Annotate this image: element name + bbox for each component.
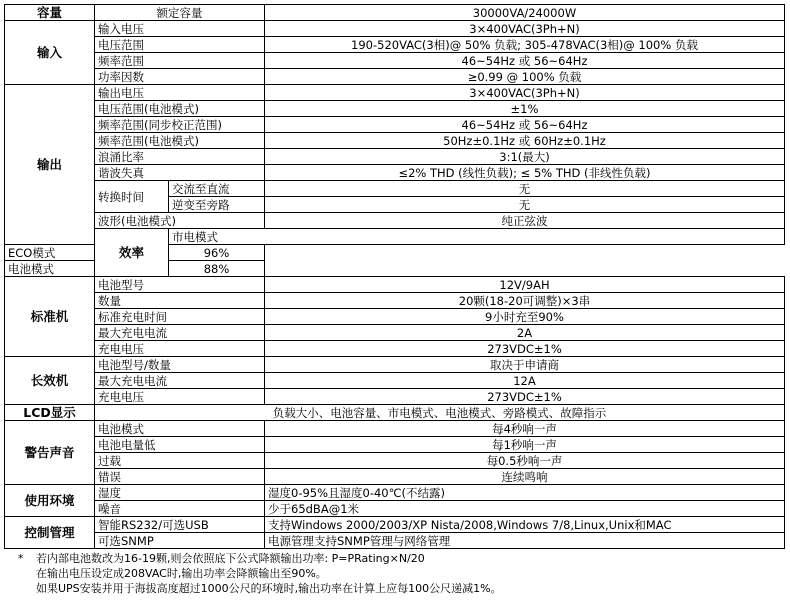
row-value: ≤2% THD (线性负载); ≤ 5% THD (非线性负载) [265, 165, 785, 181]
table-row [5, 453, 785, 469]
row-value: 取决于申请商 [265, 357, 785, 373]
transfer-time-label: 转换时间 [95, 181, 169, 213]
footnote-line: 在输出电压设定成208VAC时,输出功率会降额输出至90%。 [36, 567, 327, 580]
table-row [5, 421, 785, 437]
row-label: 噪音 [95, 501, 265, 517]
category-input: 输入 [5, 21, 95, 85]
row-value: 9小时充至90% [265, 309, 785, 325]
row-label: 输入电压 [95, 21, 265, 37]
table-row [5, 21, 785, 37]
row-label: 湿度 [95, 485, 265, 501]
row-label: 电池模式 [95, 421, 265, 437]
table-row [5, 85, 785, 101]
category-lcd: LCD显示 [5, 405, 95, 421]
row-value: 88% [169, 261, 265, 277]
row-value: 12V/9AH [265, 277, 785, 293]
row-label: 标准充电时间 [95, 309, 265, 325]
footnote-line [18, 551, 502, 566]
row-label: 充电电压 [95, 389, 265, 405]
table-row [5, 181, 785, 197]
row-label: 频率范围 [95, 53, 265, 69]
row-label: 可选SNMP [95, 533, 265, 549]
row-label: 电池模式 [5, 261, 169, 277]
row-label: 过载 [95, 453, 265, 469]
row-value: 每1秒响一声 [265, 437, 785, 453]
row-value: 273VDC±1% [265, 389, 785, 405]
row-value: 273VDC±1% [265, 341, 785, 357]
row-value: 190-520VAC(3相)@ 50% 负载; 305-478VAC(3相)@ 100% 负载 [265, 37, 785, 53]
table-row [5, 341, 785, 357]
table-row [5, 485, 785, 501]
row-value: 3:1(最大) [265, 149, 785, 165]
table-row [5, 37, 785, 53]
row-value: 20颗(18-20可调整)×3串 [265, 293, 785, 309]
row-value: 湿度0-95%且湿度0-40℃(不结露) [265, 485, 785, 501]
table-row [5, 373, 785, 389]
row-value: 46~54Hz 或 56~64Hz [265, 117, 785, 133]
row-value: 负载大小、电池容量、市电模式、电池模式、旁路模式、故障指示 [95, 405, 785, 421]
row-label: 电池电量低 [95, 437, 265, 453]
table-row [5, 53, 785, 69]
row-value: 无 [265, 181, 785, 197]
table-row [5, 277, 785, 293]
row-label: ECO模式 [5, 245, 169, 261]
footnote-line: 如果UPS安装并用于海拔高度超过1000公尺的环境时,输出功率在计算上应每100公尺递减1%。 [36, 582, 502, 595]
table-row [5, 261, 785, 277]
table-row [5, 117, 785, 133]
row-value: 12A [265, 373, 785, 389]
row-label: 电池型号 [95, 277, 265, 293]
row-label: 智能RS232/可选USB [95, 517, 265, 533]
row-label: 波形(电池模式) [95, 213, 265, 229]
table-row [5, 229, 785, 245]
asterisk-mark: * [18, 552, 24, 565]
row-value: 50Hz±0.1Hz 或 60Hz±0.1Hz [265, 133, 785, 149]
row-label: 电压范围 [95, 37, 265, 53]
row-label: 额定容量 [95, 5, 265, 21]
row-value: 每0.5秒响一声 [265, 453, 785, 469]
row-value: 电源管理支持SNMP管理与网络管理 [265, 533, 785, 549]
table-row [5, 389, 785, 405]
table-row [5, 501, 785, 517]
row-label: 市电模式 [169, 229, 785, 245]
category-standard: 标准机 [5, 277, 95, 357]
table-row [5, 165, 785, 181]
table-row [5, 5, 785, 21]
row-value: 30000VA/24000W [265, 5, 785, 21]
table-row [5, 213, 785, 229]
category-management: 控制管理 [5, 517, 95, 549]
row-label: 最大充电电流 [95, 325, 265, 341]
row-value: 纯正弦波 [265, 213, 785, 229]
table-row [5, 357, 785, 373]
footnote-text: 若内部电池数改为16-19颗,则会依照底下公式降额输出功率: P=PRating×N/20 [36, 552, 425, 565]
row-value: 2A [265, 325, 785, 341]
row-label: 逆变至旁路 [169, 197, 265, 213]
table-row [5, 437, 785, 453]
row-label: 谐波失真 [95, 165, 265, 181]
footnotes [18, 551, 502, 596]
row-label: 频率范围(同步校正范围) [95, 117, 265, 133]
table-row [5, 69, 785, 85]
row-label: 错误 [95, 469, 265, 485]
row-label: 数量 [95, 293, 265, 309]
row-value: 46~54Hz 或 56~64Hz [265, 53, 785, 69]
category-environment: 使用环境 [5, 485, 95, 517]
category-efficiency: 效率 [95, 229, 169, 277]
table-row [5, 325, 785, 341]
spec-table [4, 4, 785, 549]
table-row [5, 101, 785, 117]
table-row [5, 149, 785, 165]
table-row [5, 469, 785, 485]
category-longrun: 长效机 [5, 357, 95, 405]
row-label: 电压范围(电池模式) [95, 101, 265, 117]
table-row [5, 309, 785, 325]
row-value: 3×400VAC(3Ph+N) [265, 21, 785, 37]
row-value: ±1% [265, 101, 785, 117]
row-value: 少于65dBA@1米 [265, 501, 785, 517]
row-label: 输出电压 [95, 85, 265, 101]
row-label: 电池型号/数量 [95, 357, 265, 373]
table-row [5, 533, 785, 549]
table-row [5, 133, 785, 149]
table-row [5, 293, 785, 309]
row-label: 交流至直流 [169, 181, 265, 197]
row-value: 每4秒响一声 [265, 421, 785, 437]
category-output: 输出 [5, 85, 95, 245]
row-label: 功率因数 [95, 69, 265, 85]
table-row [5, 517, 785, 533]
row-label: 频率范围(电池模式) [95, 133, 265, 149]
category-capacity: 容量 [5, 5, 95, 21]
row-label: 最大充电电流 [95, 373, 265, 389]
category-alarm: 警告声音 [5, 421, 95, 485]
row-value: 连续鸣响 [265, 469, 785, 485]
row-value: 96% [169, 245, 265, 261]
row-value: 3×400VAC(3Ph+N) [265, 85, 785, 101]
row-value: 无 [265, 197, 785, 213]
row-value: ≥0.99 @ 100% 负载 [265, 69, 785, 85]
row-label: 充电电压 [95, 341, 265, 357]
table-row [5, 405, 785, 421]
row-value: 支持Windows 2000/2003/XP Nista/2008,Windows 7/8,Linux,Unix和MAC [265, 517, 785, 533]
row-label: 浪涌比率 [95, 149, 265, 165]
